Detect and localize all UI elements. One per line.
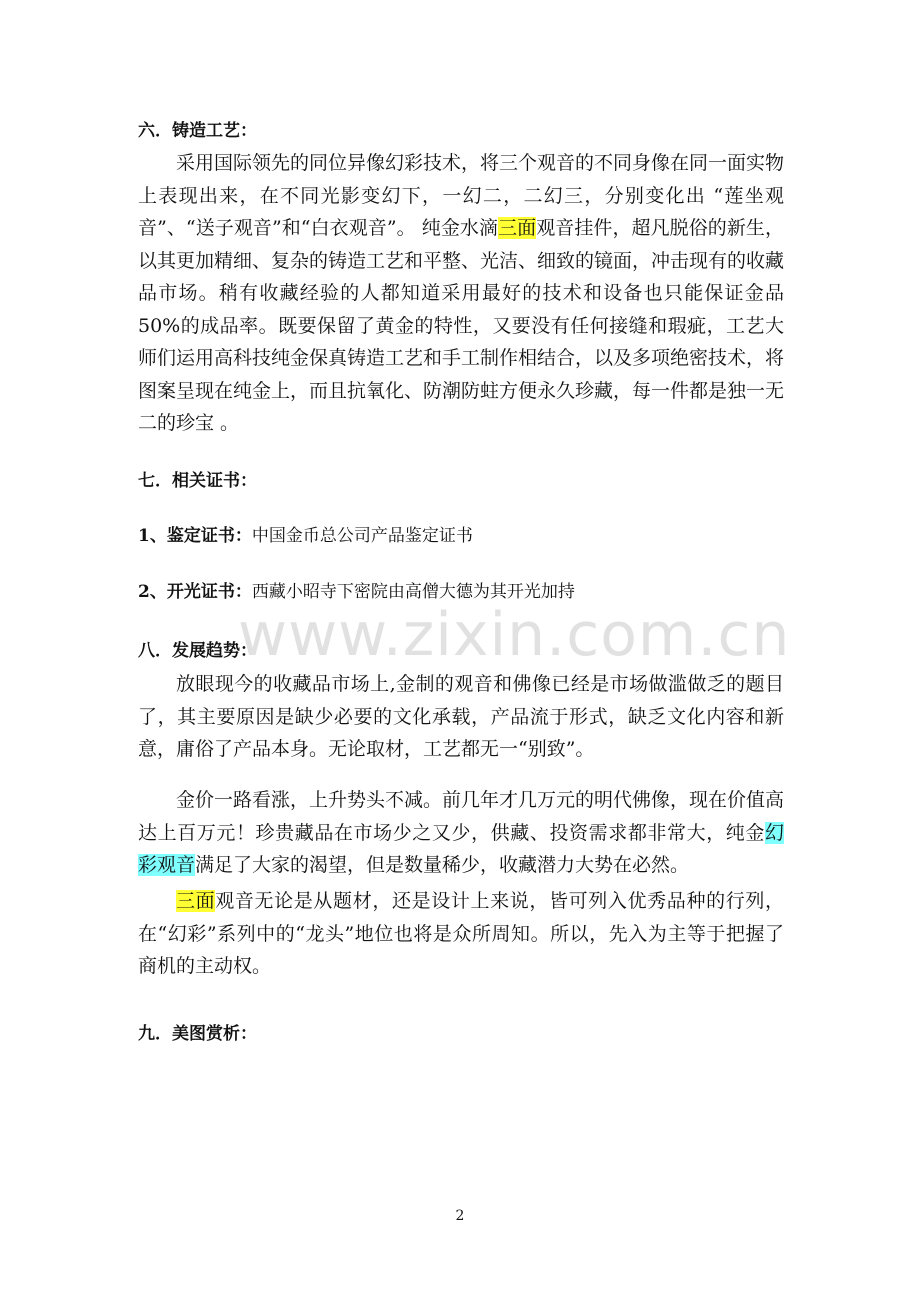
section-8-p2-text-a: 金价一路看涨，上升势头不减。前几年才几万元的明代佛像，现在价值高达上百万元！珍贵藏品在市场少之又少，供藏、投资需求都非常大，纯金 — [138, 789, 785, 844]
section-8-paragraph-3 — [138, 885, 784, 983]
certificate-2-label: 2、开光证书： — [138, 582, 252, 602]
certificate-2-text: 西藏小昭寺下密院由高僧大德为其开光加持 — [251, 582, 575, 602]
certificate-item-2 — [138, 581, 575, 603]
section-8-p2-text-b: 满足了大家的渴望，但是数量稀少，收藏潜力大势在必然。 — [195, 854, 690, 876]
section-7-heading: 七．相关证书： — [138, 471, 257, 491]
highlight-sanmian: 三面 — [498, 217, 537, 239]
section-8-paragraph-2 — [138, 784, 784, 882]
certificate-item-1 — [138, 525, 473, 547]
section-6-paragraph — [138, 147, 784, 440]
section-8-heading: 八．发展趋势： — [138, 641, 257, 661]
watermark: www.zixin.com.cn — [238, 600, 791, 670]
section-6-text-a: 采用国际领先的同位异像幻彩技术，将三个观音的不同身像在同一面实物上表现出来，在不同光影变幻下，一幻二，二幻三，分别变化出 “莲坐观音”、“送子观音”和“白衣观音”。 纯金水滴 — [138, 152, 785, 239]
section-8-p3-text: 观音无论是从题材，还是设计上来说，皆可列入优秀品种的行列，在“幻彩”系列中的“龙头”地位也将是众所周知。所以，先入为主等于把握了商机的主动权。 — [138, 890, 784, 977]
highlight-sanmian-2: 三面 — [176, 890, 216, 912]
certificate-1-label: 1、鉴定证书： — [138, 526, 252, 546]
section-6-text-b: 观音挂件，超凡脱俗的新生，以其更加精细、复杂的铸造工艺和平整、光洁、细致的镜面，冲击现有的收藏品市场。稍有收藏经验的人都知道采用最好的技术和设备也只能保证金品 50%的成品率。既要保留了黄金的特性，又要没有任何接缝和瑕疵，工艺大师们运用高科技纯金保真铸造工艺和手工制作相结合，以及多项绝密技术，将图案呈现在纯金上，而且抗氧化、防潮防蛀方便永久珍藏，每一件都是独一无二的珍宝 。 — [138, 217, 785, 434]
section-9-heading: 九．美图赏析： — [138, 1024, 257, 1044]
section-6-heading: 六．铸造工艺： — [138, 121, 257, 141]
page-number: 2 — [455, 1208, 465, 1224]
section-8-paragraph-1: 放眼现今的收藏品市场上,金制的观音和佛像已经是市场做滥做乏的题目了，其主要原因是缺少必要的文化承载，产品流于形式，缺乏文化内容和新意，庸俗了产品本身。无论取材，工艺都无一“别致”。 — [138, 673, 784, 760]
certificate-1-text: 中国金币总公司产品鉴定证书 — [251, 526, 473, 546]
highlight-huancai-guanyin: 幻彩观音 — [138, 821, 784, 876]
